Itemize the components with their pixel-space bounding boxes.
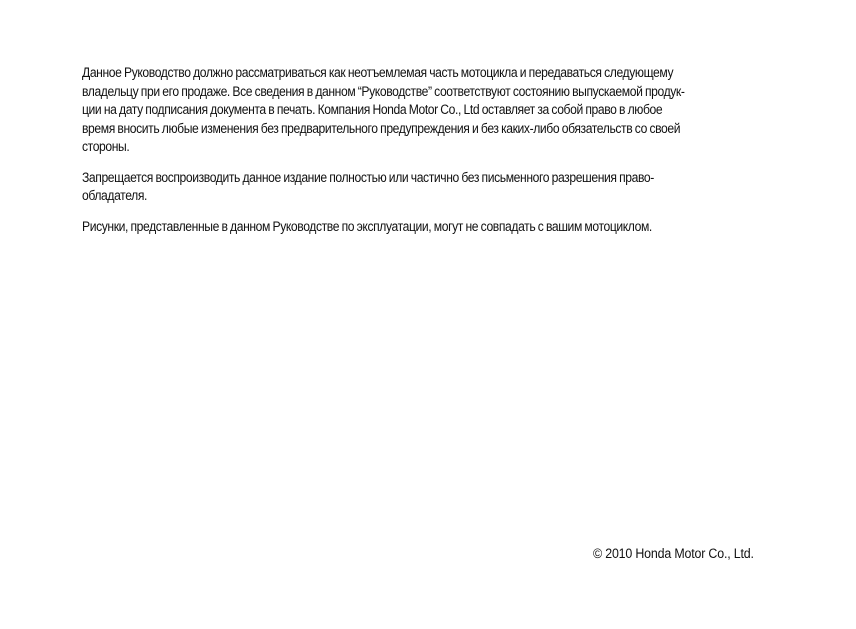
text-line: Данное Руководство должно рассматриваться как неотъемлемая часть мотоцикла и передаваться следующему xyxy=(82,65,674,80)
text-line: ции на дату подписания документа в печать. Компания Honda Motor Co., Ltd оставляет за собой право в любое xyxy=(82,102,663,117)
paragraph-reproduction xyxy=(82,169,776,206)
paragraph-ownership xyxy=(82,64,776,157)
text-line: время вносить любые изменения без предварительного предупреждения и без каких-либо обязательств со своей xyxy=(82,120,681,136)
copyright-notice: © 2010 Honda Motor Co., Ltd. xyxy=(593,546,754,561)
text-line: обладателя. xyxy=(82,188,147,203)
document-body xyxy=(82,64,776,248)
text-line: стороны. xyxy=(82,139,130,154)
text-line: Рисунки, представленные в данном Руководстве по эксплуатации, могут не совпадать с вашим мотоциклом. xyxy=(82,218,652,234)
paragraph-illustrations xyxy=(82,218,776,237)
text-line: Запрещается воспроизводить данное издание полностью или частично без письменного разрешения право- xyxy=(82,169,654,185)
text-line: владельцу при его продаже. Все сведения в данном “Руководстве” соответствуют состоянию выпускаемой продук- xyxy=(82,83,685,99)
